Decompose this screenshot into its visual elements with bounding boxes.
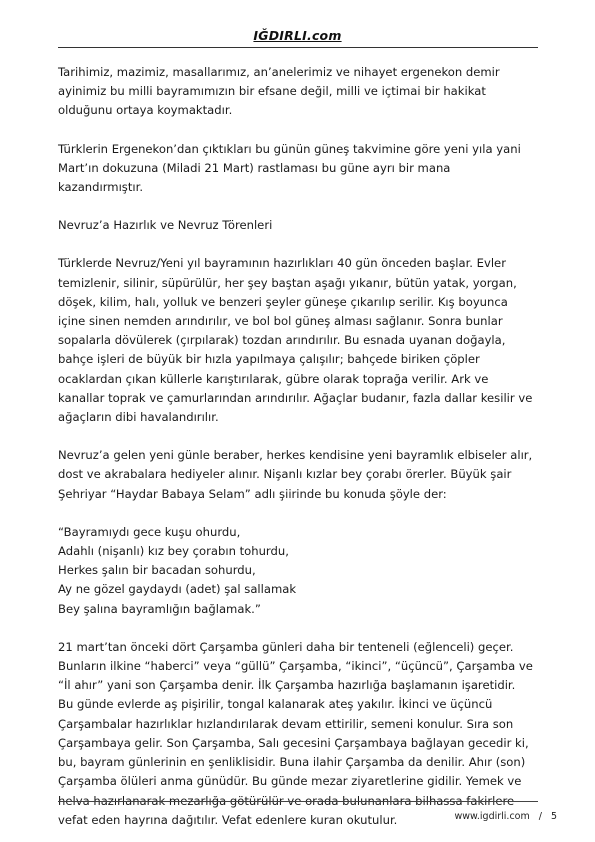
poem: “Bayramıydı gece kuşu ohurdu, Adahlı (nişanlı) kız bey çorabın tohurdu, Herkes şalın bir bacadan sohurdu, Ay ne gözel gaydaydı (adet) şal sallamak Bey şalına bayramlığın bağlamak.”	[58, 524, 297, 616]
page-footer	[454, 811, 557, 822]
footer-url: www.igdirli.com	[454, 811, 530, 822]
footer-separator: /	[538, 811, 542, 822]
site-title: IĞDIRLI.com	[253, 28, 342, 43]
paragraph-1: Tarihimiz, mazimiz, masallarımız, an’anelerimiz ve nihayet ergenekon demir ayinimiz bu milli bayramımızın bir efsane değil, milli ve içtimai bir hakikat olduğunu ortaya koymaktadır.	[58, 65, 500, 118]
page-number: 5	[550, 811, 557, 822]
header-divider	[58, 47, 538, 48]
paragraph-3: Türklerde Nevruz/Yeni yıl bayramının hazırlıkları 40 gün önceden başlar. Evler temizlenir, silinir, süpürülür, her şey baştan aşağı yıkanır, bütün yatak, yorgan, döşek, kilim, halı, yolluk ve benzeri şeyler güneşe çıkarılıp serilir. Kış boyunca içine sinen nemden arındırılır, ve bol bol güneş alması sağlanır. Sonra bunlar sopalarla dövülerek (çırpılarak) tozdan arındırılır. Bu esnada uyanan doğayla, bahçe işleri de büyük bir hızla yapılmaya çalışılır; bahçede biriken çöpler ocaklardan çıkan küllerle karıştırılarak, gübre olarak toprağa verilir. Ark ve kanallar toprak ve çamurlarından arındırılır. Ağaçlar budanır, fazla dallar kesilir ve ağaçların dibi havalandırılır.	[58, 256, 533, 425]
paragraph-2: Türklerin Ergenekon’dan çıktıkları bu günün güneş takvimine göre yeni yıla yani Mart’ın dokuzuna (Miladi 21 Mart) rastlaması bu güne ayrı bir mana kazandırmıştır.	[58, 141, 521, 195]
paragraph-5: 21 mart’tan önceki dört Çarşamba günleri daha bir tenteneli (eğlenceli) geçer. Bunların ilkine “haberci” veya “güllü” Çarşamba, “ikinci”, “üçüncü”, Çarşamba ve “İl ahır” yani son Çarşamba denir. İlk Çarşamba hazırlığa başlamanın işaretidir. Bu günde evlerde aş pişirilir, tongal kalanarak ateş yakılır. İkinci ve üçüncü Çarşambalar hazırlıklar hızlandırılarak devam ettirilir, semeni konulur. Sıra son Çarşambaya gelir. Son Çarşamba, Salı gecesini Çarşambaya bağlayan gecedir ki, bu, bayram günlerinin en şenliklisidir. Buna ilahir Çarşamba da denilir. Ahır (son) Çarşamba ölüleri anma günüdür. Bu günde mezar ziyaretlerine gidilir. Yemek ve helva hazırlanarak mezarlığa götürülür ve orada bulunanlara bilhassa fakirlere vefat eden hayrına dağıtılır. Vefat edenlere kuran okutulur.	[58, 639, 533, 827]
paragraph-4: Nevruz’a gelen yeni günle beraber, herkes kendisine yeni bayramlık elbiseler alır, dost ve akrabalara hediyeler alınır. Nişanlı kızlar bey çorabı örerler. Büyük şair Şehriyar “Haydar Babaya Selam” adlı şiirinde bu konuda şöyle der:	[58, 448, 533, 501]
article-body	[58, 63, 543, 830]
footer-divider	[58, 801, 538, 802]
section-heading: Nevruz’a Hazırlık ve Nevruz Törenleri	[58, 218, 273, 233]
